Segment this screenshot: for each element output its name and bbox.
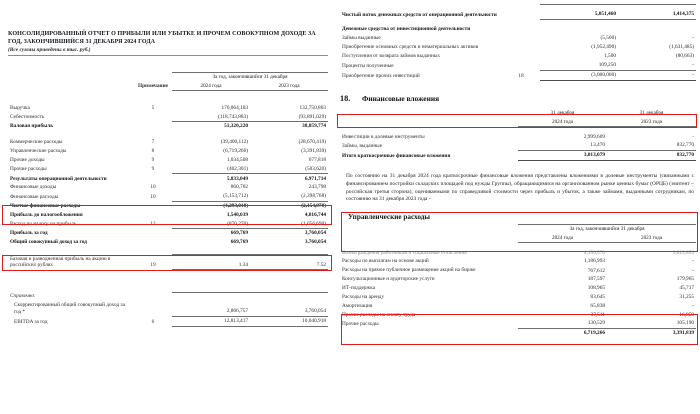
row-note: 10 — [150, 193, 156, 200]
memo-row — [8, 317, 328, 327]
row-label: Прочие расходы — [342, 320, 379, 327]
row-value-2023: (3,391,839) — [301, 148, 326, 155]
table-row-ipo — [340, 266, 696, 275]
cf-bottom-rule-row — [340, 80, 696, 86]
row-note: 12 — [150, 221, 156, 228]
table-row-other-investments — [340, 70, 696, 80]
row-label: Финансовые расходы — [10, 193, 59, 200]
row-note — [134, 122, 172, 131]
row-label: Базовая и разводненная прибыль на акцию в российских рублях — [10, 255, 111, 269]
row-label: Чистый поток денежных средств от операционной деятельности — [342, 11, 497, 18]
row-label: Займы, выданные — [342, 142, 383, 149]
row-label: Приобретение прочих инвестиций — [342, 72, 420, 79]
row-value-2024: 65,838 — [590, 302, 605, 309]
row-value-2023: (28,670,419) — [298, 139, 326, 146]
row-note: 9 — [151, 166, 155, 173]
row-value-2024: 13,470 — [590, 142, 605, 149]
row-note: 10 — [150, 184, 156, 191]
table-row — [8, 147, 328, 156]
row-value-2023: 832,770 — [607, 151, 696, 161]
row-value-2024: (402,301) — [227, 165, 248, 172]
row-value-2024: (39,400,112) — [220, 139, 248, 146]
row-value-2024: 1,500 — [604, 53, 616, 60]
row-label: Расходы на прямое публичное размещение акций на бирже — [342, 267, 476, 274]
row-note: 8 — [151, 148, 155, 155]
fi-bottom-rule-row — [340, 160, 696, 166]
row-value-2023: (1,631,485) — [669, 44, 694, 51]
spacer — [8, 131, 328, 138]
row-value-2023: 7.52 — [250, 255, 328, 270]
table-row — [340, 275, 696, 284]
income-statement-table — [8, 72, 328, 332]
row-value-2023: - — [692, 302, 694, 309]
table-row — [8, 165, 328, 174]
row-value-2023: 3,391,839 — [607, 329, 696, 338]
table-row-eps — [8, 255, 328, 270]
row-note — [134, 238, 172, 247]
row-value-2024: 5,051,460 — [594, 11, 616, 18]
row-label: Выручка — [10, 104, 30, 111]
row-value-2024: (870,270) — [227, 220, 248, 227]
row-note — [134, 301, 172, 316]
table-row — [340, 293, 696, 302]
fi-header-col-2023-line1: 31 декабря — [639, 110, 664, 117]
table-row — [340, 61, 696, 70]
table-row-investing-header — [340, 25, 696, 34]
spacer — [8, 247, 328, 255]
row-value-2024: 669,769 — [230, 239, 248, 246]
row-value-2024: 860,702 — [230, 184, 248, 191]
row-value-2023: 179,965 — [676, 276, 694, 283]
row-note — [134, 201, 172, 210]
row-value-2024: 5,833,049 — [172, 174, 250, 183]
table-row — [340, 310, 696, 319]
row-value-2024: 1,034,508 — [226, 156, 248, 163]
row-value-2024: 4,150,576 — [583, 249, 605, 256]
row-value-2024: 1.34 — [172, 255, 250, 270]
memo-label: Справочно: — [10, 293, 36, 300]
table-row-operating-result — [8, 174, 328, 183]
ae-header-span-row — [340, 225, 696, 234]
row-label: Прочие расходы — [10, 166, 47, 173]
table-row-total — [340, 329, 696, 338]
row-label: Проценты полученные — [342, 62, 394, 69]
row-label: Чистые финансовые расходы — [10, 202, 81, 209]
row-label: Прочие доходы — [10, 156, 45, 163]
row-label: Амортизация — [342, 302, 373, 309]
table-row — [340, 319, 696, 328]
page-title: КОНСОЛИДИРОВАННЫЙ ОТЧЕТ О ПРИБЫЛИ ИЛИ УБЫТКЕ И ПРОЧЕМ СОВОКУПНОМ ДОХОДЕ ЗА ГОД, ЗАКОНЧИВШИЙСЯ 31 ДЕКАБРЯ 2024 ГОДА — [8, 31, 316, 46]
row-label: Прибыль до налогообложения — [10, 211, 83, 218]
row-value-2024: 130,529 — [587, 320, 605, 327]
table-row-total-comprehensive — [8, 238, 328, 247]
table-row-total — [340, 151, 696, 161]
row-label: Поступления от возврата займов выданных — [342, 53, 441, 60]
row-value-2024: 37,511 — [590, 311, 605, 318]
row-label: Финансовые доходы — [10, 184, 57, 191]
ae-header-period-span: За год, закончившийся 31 декабря — [518, 225, 696, 234]
spacer — [8, 97, 328, 104]
fi-header-col-2024-line2: 2024 года — [551, 118, 574, 125]
row-value-2024: (5,153,712) — [223, 193, 248, 200]
row-note: 9 — [151, 156, 155, 163]
table-row — [340, 133, 696, 142]
row-value-2024: 51,320,220 — [172, 122, 250, 131]
right-column — [336, 0, 700, 414]
row-value-2024: 3,013,079 — [518, 151, 607, 161]
row-label: Управленческие расходы — [10, 148, 67, 155]
table-row — [8, 219, 328, 228]
row-value-2024: (3,000,000) — [540, 70, 618, 80]
row-value-2023: 3,012,853 — [672, 249, 694, 256]
memo-rule-row — [8, 326, 328, 332]
row-label: Расход по налогу на прибыль — [10, 221, 77, 228]
table-header-span-row — [8, 72, 328, 81]
fi-header-row — [340, 109, 696, 118]
table-header-row — [8, 82, 328, 91]
row-label: Коммерческие расходы — [10, 139, 63, 146]
row-note — [134, 229, 172, 238]
row-label — [340, 329, 518, 338]
row-label: Скорректированный общий совокупный доход за год * — [14, 302, 125, 315]
note-18-heading — [340, 94, 696, 103]
fi-header-col-2024-line1: 31 декабря — [550, 110, 575, 117]
row-value-2024: 767,612 — [587, 267, 605, 274]
row-label: ИТ-поддержка — [342, 285, 376, 292]
row-value-2023: 38,859,774 — [250, 122, 328, 131]
row-value-2024: 6,719,266 — [518, 329, 607, 338]
table-row — [340, 141, 696, 150]
row-value-2024: 170,064,103 — [221, 104, 248, 111]
row-note — [502, 43, 540, 52]
row-value-2023: 45,717 — [679, 285, 694, 292]
table-row — [8, 192, 328, 201]
row-note — [502, 10, 540, 19]
memo-label-row — [8, 292, 328, 301]
table-row — [8, 201, 328, 210]
row-note — [502, 61, 540, 70]
table-row — [8, 138, 328, 147]
table-row-operating-cashflow — [340, 10, 696, 19]
row-value-2024: 2,999,609 — [583, 133, 605, 140]
table-row — [8, 183, 328, 192]
table-row-share-based — [340, 257, 696, 266]
row-note — [502, 52, 540, 61]
row-value-2023: - — [692, 62, 694, 69]
row-value-2024: (6,719,266) — [223, 148, 248, 155]
cash-flow-table — [340, 4, 696, 86]
table-row — [340, 52, 696, 61]
header-col-2023: 2023 года — [278, 82, 300, 89]
fi-header-col-2023-line2: 2023 года — [640, 118, 663, 125]
row-value-2023: 4,816,744 — [304, 211, 326, 218]
row-value-2023: 3,760,054 — [250, 229, 328, 238]
row-value-2023: (80,663) — [675, 53, 694, 60]
row-label: Себестоимость — [10, 114, 45, 121]
row-label: Валовая прибыль — [10, 123, 54, 130]
row-value-2024: 12,813,417 — [172, 317, 250, 327]
row-value-2024: 83,645 — [590, 293, 605, 300]
financial-investments-table — [340, 109, 696, 166]
row-value-2023: 3,760,054 — [304, 308, 326, 315]
note-18-paragraph: По состоянию на 31 декабря 2024 года краткосрочные финансовые вложения представлены вложениями в долевые инструменты (связанными с финансированием постройки складских площадей под нужды Группы), обращающимися на организованном рынке ценных бумаг (ОРЦБ) (эмитент – российская третья сторона), оцениваемыми по справедливой стоимости через прибыль и убыток, а также займами, выданными сотрудникам, по состоянию на 31 декабря 2023 года - — [346, 173, 694, 203]
row-label: Приобретение основных средств и нематериальных активов — [342, 44, 479, 51]
row-note — [502, 25, 540, 34]
row-value-2023: 1,414,375 — [672, 11, 694, 18]
row-value-2023: 832,770 — [676, 142, 694, 149]
table-row — [340, 284, 696, 293]
row-value-2024: 2,866,757 — [226, 308, 248, 315]
row-label: Общий совокупный доход за год — [10, 239, 87, 246]
ae-header-row — [340, 234, 696, 243]
row-value-2024: (1,952,490) — [591, 44, 616, 51]
row-label: Займы выданные — [342, 35, 381, 42]
row-note — [134, 112, 172, 121]
table-row — [8, 122, 328, 131]
row-value-2024: (4,293,010) — [172, 201, 250, 210]
admin-expenses-table — [340, 224, 696, 338]
row-value-2023: - — [692, 133, 694, 140]
table-row-profit-for-year — [8, 229, 328, 238]
row-label: Расходы на аренду — [342, 293, 385, 300]
header-col-2024: 2024 года — [200, 82, 222, 89]
row-label: EBITDA за год — [14, 318, 48, 325]
left-column — [0, 0, 336, 414]
row-value-2023: (93,891,029) — [298, 113, 326, 120]
row-value-2023: 10,040,918 — [250, 317, 328, 327]
header-period-span: За год, закончившийся 31 декабря — [172, 72, 328, 81]
row-value-2024 — [540, 25, 618, 34]
row-value-2024: (118,743,883) — [218, 113, 248, 120]
row-value-2023: 677,818 — [308, 156, 326, 163]
row-value-2023: (2,154,970) — [250, 201, 328, 210]
row-value-2023: 132,750,803 — [299, 104, 326, 111]
row-note — [134, 211, 172, 220]
row-note — [502, 34, 540, 43]
row-note — [134, 174, 172, 183]
row-label: Итого краткосрочные финансовые вложения — [342, 152, 451, 159]
row-note: 19 — [150, 262, 156, 269]
table-row — [8, 104, 328, 113]
fi-header-row-2 — [340, 118, 696, 127]
row-value-2023: (1,056,690) — [301, 220, 326, 227]
row-value-2024: 108,965 — [587, 285, 605, 292]
note-18-title: Финансовые вложения — [362, 93, 440, 103]
table-row — [340, 43, 696, 52]
table-row — [340, 249, 696, 258]
row-label: Консультационные и аудиторские услуги — [342, 276, 435, 283]
row-label: Результаты операционной деятельности — [10, 175, 107, 182]
row-label: Прочие расходы на оплату труда — [342, 311, 416, 318]
row-value-2023: 243,798 — [308, 184, 326, 191]
row-value-2023: 6,971,714 — [250, 174, 328, 183]
ae-header-col-2024: 2024 года — [551, 234, 574, 241]
table-row — [340, 302, 696, 311]
row-label: Денежные средства от инвестиционной деятельности — [342, 26, 471, 33]
row-value-2023: 31,255 — [679, 293, 694, 300]
row-value-2023: (503,620) — [305, 165, 326, 172]
row-value-2024: 109,250 — [598, 62, 616, 69]
memo-row — [8, 301, 328, 316]
row-value-2023: 3,760,054 — [304, 239, 326, 246]
row-value-2023: - — [618, 70, 696, 80]
page-subtitle: (Все суммы приведены в тыс. руб.) — [8, 47, 91, 54]
header-note: Примечание — [137, 83, 169, 90]
row-label: Инвестиции в долевые инструменты — [342, 133, 425, 140]
row-value-2023: 16,859 — [679, 311, 694, 318]
row-label: Расходы по выплатам на основе акций — [342, 258, 429, 265]
table-row — [8, 211, 328, 220]
row-note: 18 — [518, 72, 524, 79]
row-label: Прибыль за год — [10, 230, 48, 237]
table-row — [340, 34, 696, 43]
row-note: 5 — [151, 104, 155, 111]
row-value-2023: (2,398,768) — [301, 193, 326, 200]
note-18-number: 18. — [340, 93, 351, 103]
table-row — [8, 112, 328, 121]
row-value-2024: 1,540,039 — [226, 211, 248, 218]
row-value-2023 — [618, 25, 696, 34]
row-note: 7 — [151, 139, 155, 146]
row-value-2024: (5,500) — [600, 35, 616, 42]
spacer — [8, 276, 328, 293]
table-row — [8, 156, 328, 165]
row-value-2023: - — [692, 258, 694, 265]
row-value-2024: 669,769 — [172, 229, 250, 238]
ae-header-col-2023: 2023 года — [640, 234, 663, 241]
row-note: 6 — [151, 318, 155, 325]
admin-expenses-title: Управленческие расходы — [348, 213, 430, 222]
row-value-2023: 105,190 — [676, 320, 694, 327]
row-value-2023: - — [692, 267, 694, 274]
row-label: Вознаграждения работникам и социальные отчисления — [342, 249, 467, 256]
row-value-2024: 1,186,993 — [583, 258, 605, 265]
row-value-2023: - — [692, 35, 694, 42]
row-value-2024: 187,597 — [587, 276, 605, 283]
